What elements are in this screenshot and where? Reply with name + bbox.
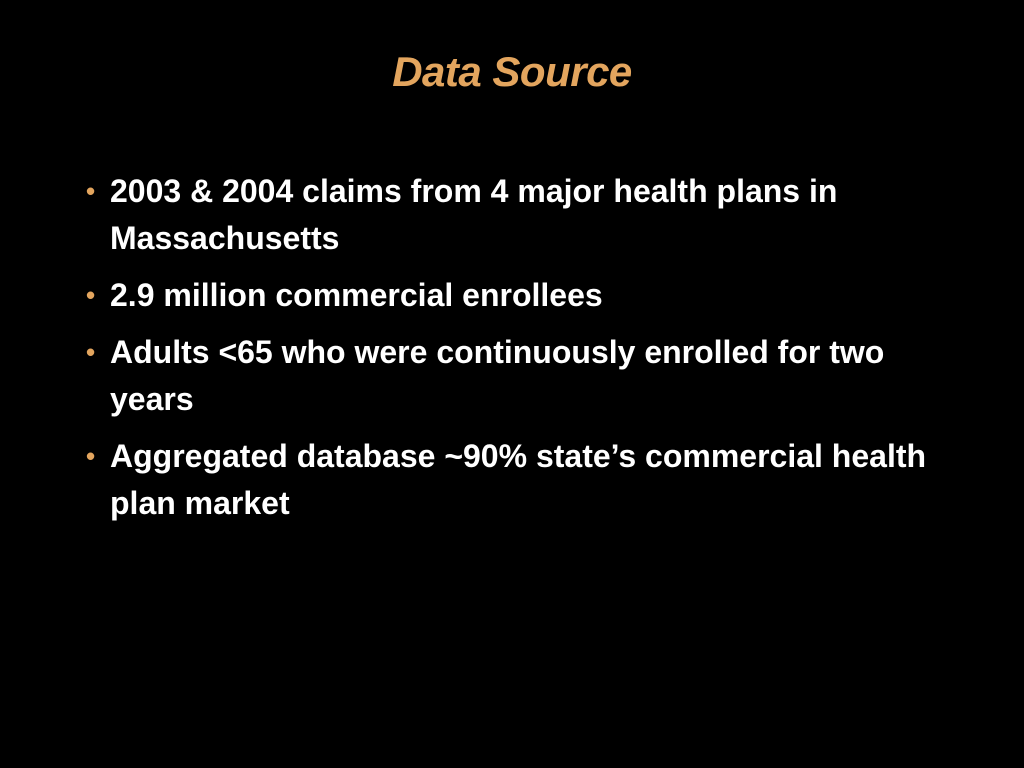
bullet-icon: • <box>86 441 96 471</box>
bullet-text: 2003 & 2004 claims from 4 major health plans in Massachusetts <box>110 173 838 256</box>
bullet-text: Adults <65 who were continuously enrolled for two years <box>110 334 885 417</box>
bullet-icon: • <box>86 337 96 367</box>
list-item <box>86 272 966 319</box>
bullet-icon: • <box>86 280 96 310</box>
bullet-icon: • <box>86 176 96 206</box>
bullet-text: 2.9 million commercial enrollees <box>110 277 603 313</box>
list-item <box>86 329 966 423</box>
list-item <box>86 433 966 527</box>
list-item <box>86 168 966 262</box>
bullet-list <box>86 168 966 537</box>
bullet-text: Aggregated database ~90% state’s commercial health plan market <box>110 438 927 521</box>
slide-title: Data Source <box>392 48 632 95</box>
